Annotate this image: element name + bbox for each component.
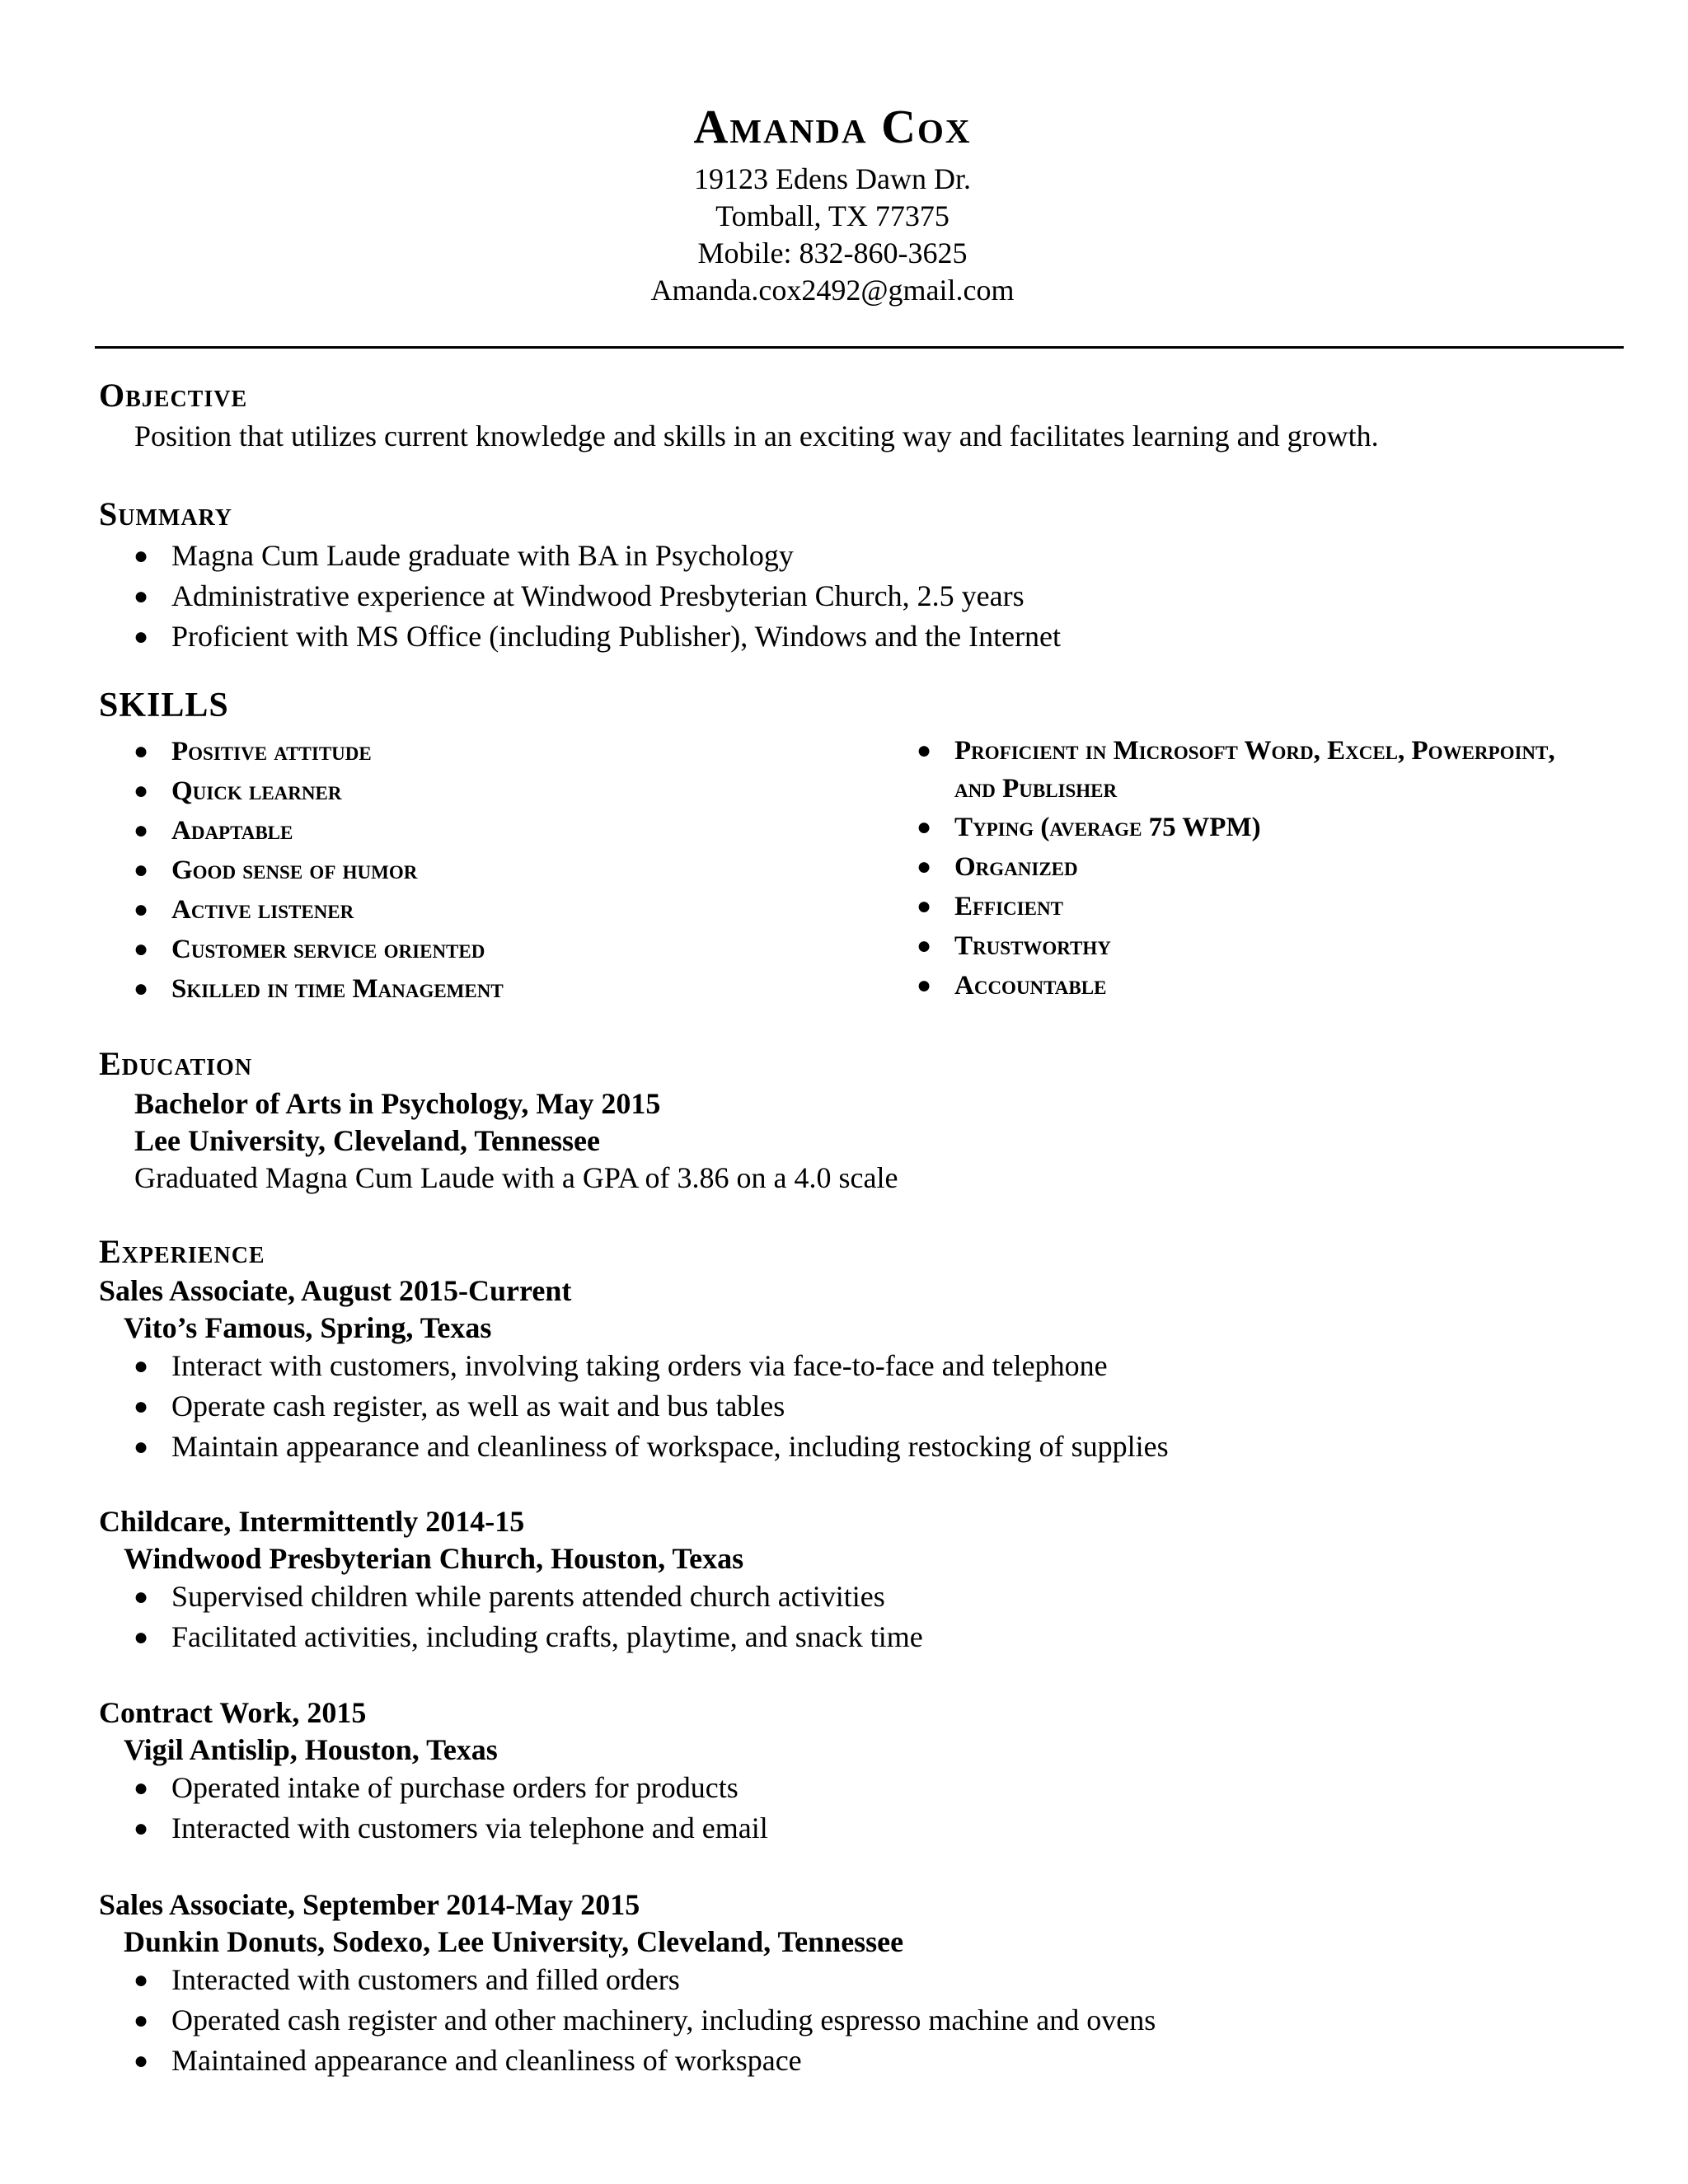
bullet-icon: ● xyxy=(134,2047,149,2074)
job-title: Sales Associate, August 2015-Current xyxy=(99,1274,572,1307)
bullet-icon: ● xyxy=(917,893,932,920)
list-item: ● Interacted with customers via telephone and email xyxy=(99,1808,768,1849)
job-employer: Vigil Antislip, Houston, Texas xyxy=(124,1733,498,1766)
list-item: ● Magna Cum Laude graduate with BA in Psychology xyxy=(99,536,1061,576)
mobile-phone: Mobile: 832-860-3625 xyxy=(697,237,968,269)
education-heading: Education xyxy=(99,1045,253,1082)
education-note: Graduated Magna Cum Laude with a GPA of 3.86 on a 4.0 scale xyxy=(134,1161,898,1194)
bullet-icon: ● xyxy=(134,1583,149,1610)
bullet-icon: ● xyxy=(134,738,149,765)
bullet-icon: ● xyxy=(134,542,149,569)
bullet-icon: ● xyxy=(917,932,932,959)
education-degree: Bachelor of Arts in Psychology, May 2015 xyxy=(134,1087,661,1120)
address-line-1: 19123 Edens Dawn Dr. xyxy=(694,162,971,195)
skills-heading: SKILLS xyxy=(99,687,229,724)
list-item: ● Adaptable xyxy=(99,811,504,851)
bullet-icon: ● xyxy=(134,817,149,844)
list-item: ● Supervised children while parents attended church activities xyxy=(99,1577,923,1617)
list-item: ● Interacted with customers and filled orders xyxy=(99,1960,1156,2000)
bullet-icon: ● xyxy=(917,972,932,999)
list-item: ● Skilled in time Management xyxy=(99,969,504,1009)
bullet-icon: ● xyxy=(917,813,932,841)
experience-heading: Experience xyxy=(99,1233,265,1270)
summary-list xyxy=(99,536,1061,657)
job-duties xyxy=(99,1960,1156,2081)
job-title: Sales Associate, September 2014-May 2015 xyxy=(99,1888,640,1921)
objective-text: Position that utilizes current knowledge and skills in an exciting way and facilitates learning and growth. xyxy=(134,419,1379,452)
bullet-icon: ● xyxy=(917,737,932,764)
list-item: ● Positive attitude xyxy=(99,732,504,771)
bullet-icon: ● xyxy=(134,896,149,923)
list-item: ● Efficient xyxy=(882,887,1573,926)
job-duties xyxy=(99,1346,1169,1467)
job-title: Contract Work, 2015 xyxy=(99,1696,367,1729)
bullet-icon: ● xyxy=(134,1774,149,1802)
skills-list-right xyxy=(882,732,1573,1005)
education-school: Lee University, Cleveland, Tennessee xyxy=(134,1124,600,1157)
summary-heading: Summary xyxy=(99,495,232,532)
list-item: ● Proficient in Microsoft Word, Excel, Powerpoint, and Publisher xyxy=(882,732,1573,808)
list-item: ● Maintained appearance and cleanliness of workspace xyxy=(99,2041,1156,2081)
list-item: ● Operated cash register and other machinery, including espresso machine and ovens xyxy=(99,2000,1156,2041)
job-duties xyxy=(99,1768,768,1849)
bullet-icon: ● xyxy=(134,583,149,610)
bullet-icon: ● xyxy=(134,975,149,1002)
candidate-name: Amanda Cox xyxy=(693,100,972,153)
bullet-icon: ● xyxy=(134,1966,149,1994)
list-item: ● Quick learner xyxy=(99,771,504,811)
bullet-icon: ● xyxy=(134,1393,149,1420)
bullet-icon: ● xyxy=(134,1433,149,1460)
bullet-icon: ● xyxy=(134,1352,149,1380)
list-item: ● Typing (average 75 WPM) xyxy=(882,808,1573,847)
list-item: ● Active listener xyxy=(99,890,504,930)
bullet-icon: ● xyxy=(134,623,149,650)
list-item: ● Trustworthy xyxy=(882,926,1573,966)
bullet-icon: ● xyxy=(134,777,149,804)
bullet-icon: ● xyxy=(134,2007,149,2034)
list-item: ● Proficient with MS Office (including Publisher), Windows and the Internet xyxy=(99,616,1061,657)
header-divider xyxy=(95,346,1624,349)
job-title: Childcare, Intermittently 2014-15 xyxy=(99,1505,525,1538)
job-employer: Windwood Presbyterian Church, Houston, Texas xyxy=(124,1542,744,1575)
list-item: ● Interact with customers, involving taking orders via face-to-face and telephone xyxy=(99,1346,1169,1386)
email-address: Amanda.cox2492@gmail.com xyxy=(650,274,1015,307)
list-item: ● Accountable xyxy=(882,966,1573,1005)
bullet-icon: ● xyxy=(134,1815,149,1842)
job-employer: Vito’s Famous, Spring, Texas xyxy=(124,1311,492,1344)
list-item: ● Administrative experience at Windwood Presbyterian Church, 2.5 years xyxy=(99,576,1061,616)
bullet-icon: ● xyxy=(134,935,149,963)
bullet-icon: ● xyxy=(134,1624,149,1651)
list-item: ● Facilitated activities, including crafts, playtime, and snack time xyxy=(99,1617,923,1657)
list-item: ● Operate cash register, as well as wait and bus tables xyxy=(99,1386,1169,1427)
job-employer: Dunkin Donuts, Sodexo, Lee University, Cleveland, Tennessee xyxy=(124,1925,904,1958)
job-duties xyxy=(99,1577,923,1657)
bullet-icon: ● xyxy=(917,853,932,880)
list-item: ● Organized xyxy=(882,847,1573,887)
list-item: ● Operated intake of purchase orders for products xyxy=(99,1768,768,1808)
list-item: ● Maintain appearance and cleanliness of workspace, including restocking of supplies xyxy=(99,1427,1169,1467)
skills-list-left xyxy=(99,732,504,1009)
list-item: ● Customer service oriented xyxy=(99,930,504,969)
objective-heading: Objective xyxy=(99,377,248,414)
address-line-2: Tomball, TX 77375 xyxy=(715,199,950,232)
list-item: ● Good sense of humor xyxy=(99,851,504,890)
bullet-icon: ● xyxy=(134,856,149,883)
